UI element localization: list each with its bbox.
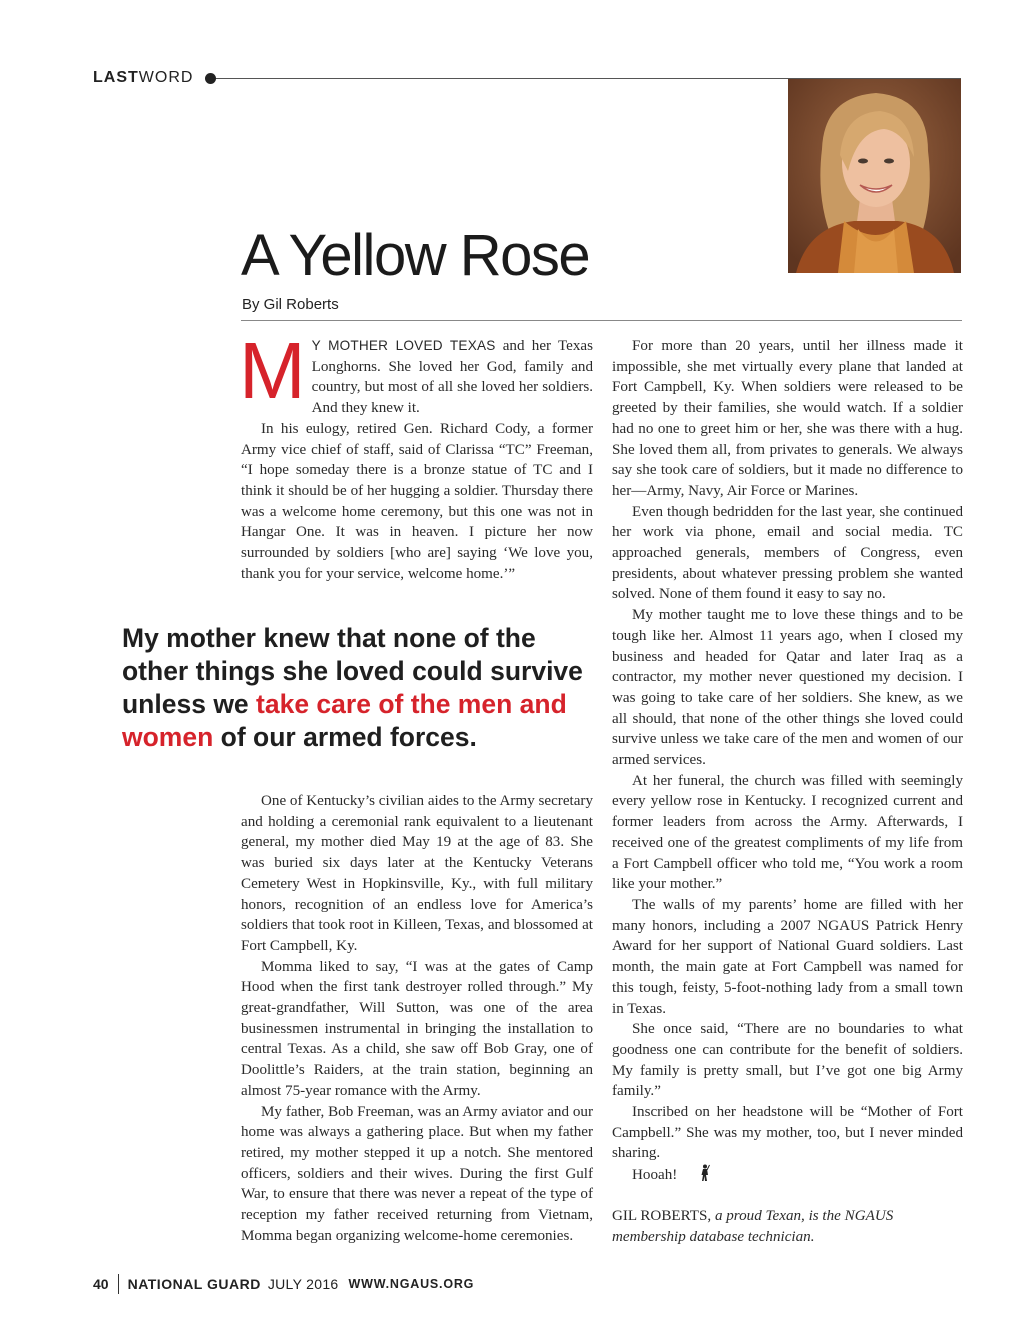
page-number: 40	[93, 1276, 109, 1292]
pull-quote	[122, 622, 592, 754]
byline: By Gil Roberts	[242, 296, 339, 313]
paragraph: Inscribed on her headstone will be “Mother of Fort Campbell.” She was my mother, too, but I never minded sharing.	[612, 1104, 963, 1162]
paragraph: For more than 20 years, until her illness made it impossible, she met virtually every plane that landed at Fort Campbell, Ky. When soldiers were released to be greeted by their families, she would watch. If a soldier had no one to greet him or her, she was there with a hug. She loved them all, from privates to generals. We always say she took care of soldiers, but it made no difference to her—Army, Navy, Air Force or Marines.	[612, 338, 963, 499]
pull-quote-text: of our armed forces.	[213, 722, 477, 752]
soldier-icon	[680, 1164, 710, 1189]
pull-quote-text: My mother knew that none of the other things she loved could survive unless we	[122, 623, 583, 719]
lead-in: Y MOTHER LOVED TEXAS	[311, 338, 496, 353]
author-name: GIL ROBERTS,	[612, 1208, 715, 1224]
article-title: A Yellow Rose	[241, 223, 590, 288]
author-photo	[788, 79, 961, 273]
magazine-name: NATIONAL GUARD	[127, 1276, 261, 1292]
paragraph: She once said, “There are no boundaries to what goodness one can contribute for the benefit of soldiers. My family is pretty small, but I’ve got one big Army family.”	[612, 1021, 963, 1100]
author-bio	[612, 1206, 963, 1247]
footer-divider	[118, 1274, 119, 1294]
paragraph: One of Kentucky’s civilian aides to the Army secretary and holding a ceremonial rank equivalent to a lieutenant general, my mother died May 19 at the age of 83. She was buried six days later at the Kentucky Veterans Cemetery West in Hopkinsville, Ky., with full military honors, recognition of an endless love for America’s soldiers that took root in Killeen, Texas, and blossomed at Fort Campbell, Ky.	[241, 793, 593, 954]
column-right	[612, 336, 963, 1189]
paragraph: My father, Bob Freeman, was an Army aviator and our home was always a gathering place. But when my father retired, my mother stepped it up a notch. She mentored officers, soldiers and their wives. During the first Gulf War, to ensure that there was never a repeat of the type of reception my father received returning from Vietnam, Momma began organizing welcome-home ceremonies.	[241, 1103, 593, 1244]
pull-quote-highlight: take care of the men and women	[122, 689, 567, 752]
paragraph: In his eulogy, retired Gen. Richard Cody, a former Army vice chief of staff, said of Clarissa “TC” Freeman, “I hope someday there is a bronze statue of TC and I think it should be of her hugging a soldier. Thursday there was a welcome home ceremony, but this one was not in Hangar One. It was in heaven. I picture her now surrounded by soldiers [who are] saying ‘We love you, thank you for your service, welcome home.’”	[241, 420, 593, 582]
section-label-bold: LAST	[93, 69, 139, 86]
paragraph: Momma liked to say, “I was at the gates of Camp Hood when the first tank destroyer rolled through.” My great-grandfather, Will Sutton, was one of the area businessmen instrumental in bringing the installation to central Texas. As a child, she saw off Bob Gray, one of Doolittle’s Raiders, at the train station, beginning an almost 75-year romance with the Army.	[241, 958, 593, 1099]
author-description: a proud Texan, is the NGAUS membership database technician.	[612, 1208, 894, 1245]
paragraph	[612, 1164, 963, 1189]
paragraph: The walls of my parents’ home are filled with her many honors, including a 2007 NGAUS Patrick Henry Award for her support of National Guard soldiers. Last month, the main gate at Fort Campbell was named for this tough, feisty, 5-foot-nothing lady from a small town in Texas.	[612, 896, 963, 1017]
paragraph	[239, 326, 593, 419]
closing-word: Hooah!	[632, 1167, 678, 1184]
paragraph: At her funeral, the church was filled with seemingly every yellow rose in Kentucky. I recognized current and former leaders from across the Army. Afterwards, I received one of the greatest compliments of my life from a Fort Campbell officer who told me, “You work a room like your mother.”	[612, 772, 963, 893]
section-label-light: WORD	[138, 69, 194, 86]
header-dot	[205, 73, 216, 84]
column-left-bottom	[241, 791, 593, 1246]
paragraph: My mother taught me to love these things and to be tough like her. Almost 11 years ago, when I closed my business and headed for Qatar and later Iraq as a contractor, my mother never questioned my decision. I was going to take care of her soldiers. She knew, as we all should, that none of the other things she loved could survive unless we take care of the men and women of our armed services.	[612, 607, 963, 769]
website-url: WWW.NGAUS.ORG	[348, 1277, 475, 1291]
title-rule	[241, 320, 962, 321]
paragraph-text: and her Texas Longhorns. She loved her God, family and country, but most of all she loved her soldiers. And they knew it.	[311, 338, 593, 417]
issue-date: JULY 2016	[267, 1276, 339, 1292]
page-footer	[93, 1274, 474, 1294]
column-left-top	[239, 326, 593, 584]
paragraph: Even though bedridden for the last year, she continued her work via phone, email and social media. TC approached generals, members of Congress, even presidents, about whatever pressing problem she wanted solved. None of them found it easy to say no.	[612, 503, 963, 603]
section-label	[93, 69, 193, 87]
drop-cap: M	[239, 326, 306, 415]
